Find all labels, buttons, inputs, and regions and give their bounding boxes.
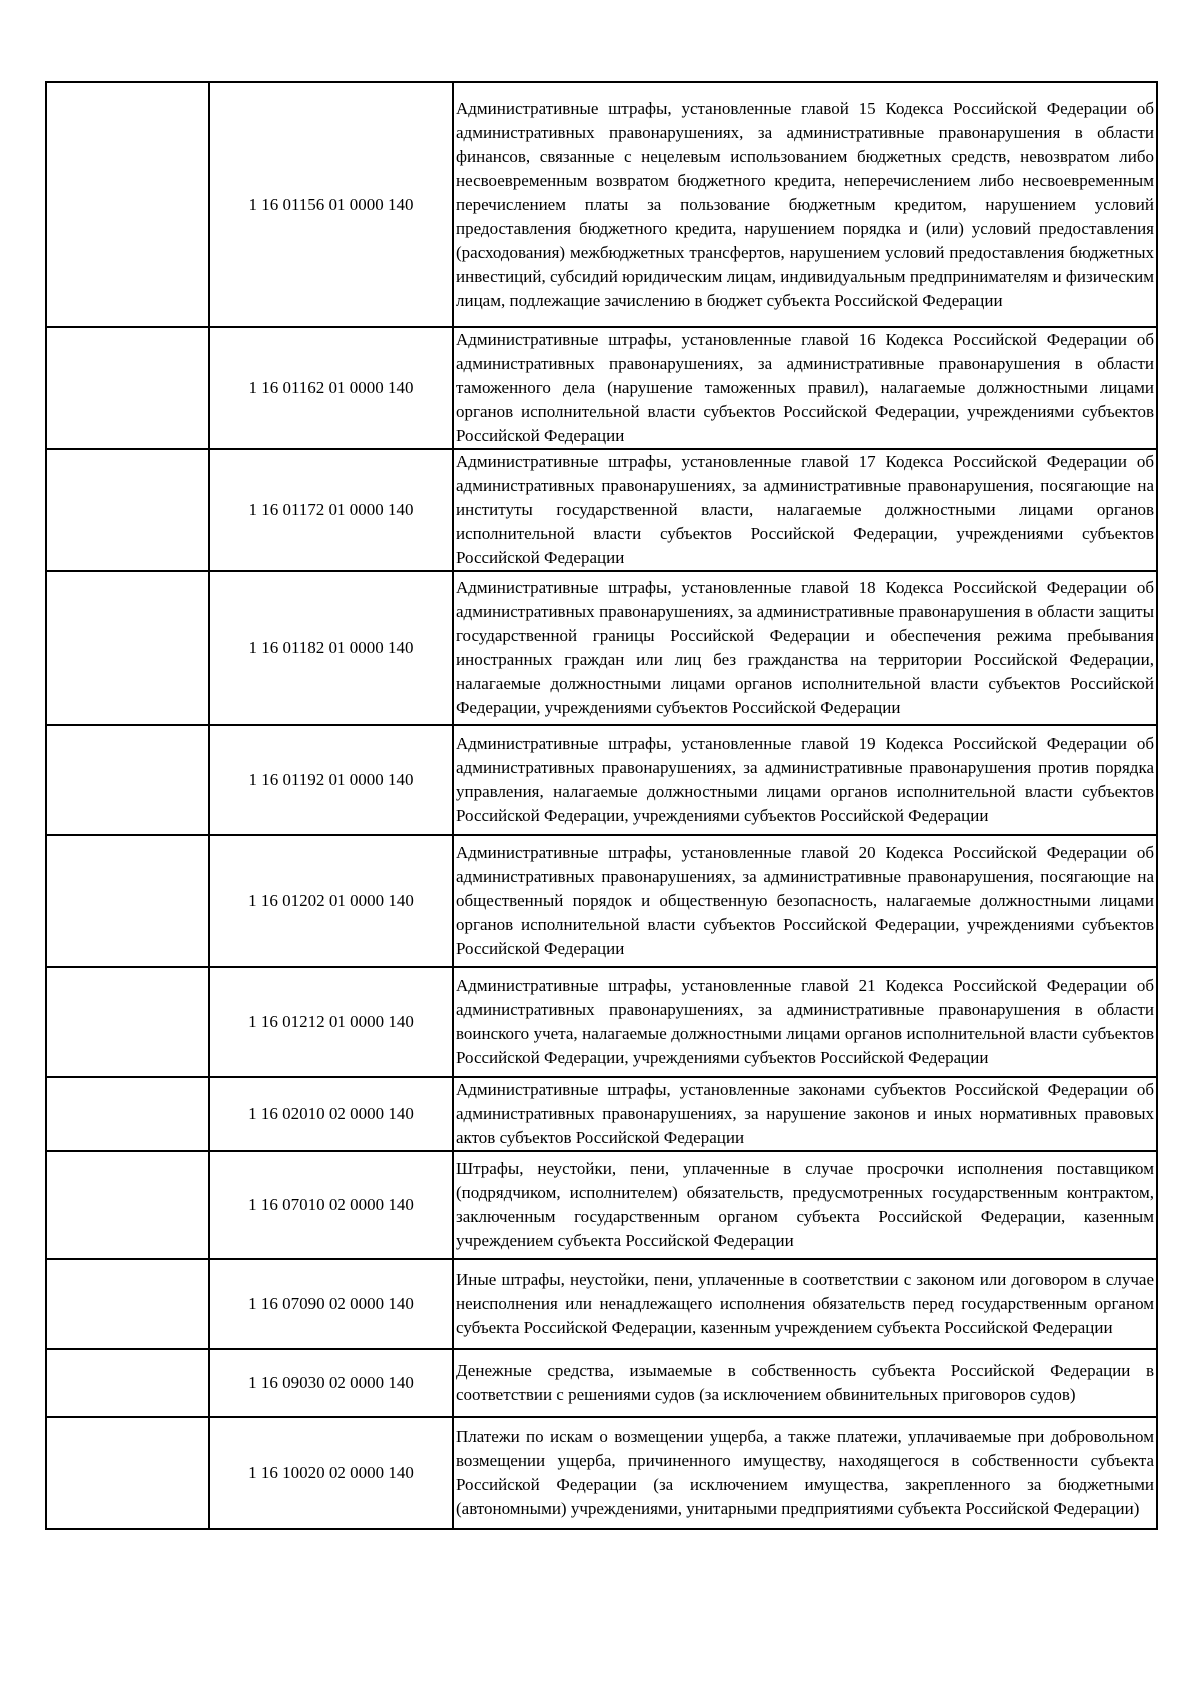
description-cell: Административные штрафы, установленные главой 20 Кодекса Российской Федерации об административных правонарушениях, за административные правонарушения, посягающие на общественный порядок и общественную безопасность, налагаемые должностными лицами органов исполнительной власти субъектов Российской Федерации, учреждениями субъектов Российской Федерации <box>453 835 1157 967</box>
budget-code-cell: 1 16 01182 01 0000 140 <box>209 571 453 725</box>
budget-code-cell: 1 16 07010 02 0000 140 <box>209 1151 453 1259</box>
description-cell: Платежи по искам о возмещении ущерба, а также платежи, уплачиваемые при добровольном возмещении ущерба, причиненного имуществу, находящегося в собственности субъекта Российской Федерации (за исключением имущества, закрепленного за бюджетными (автономными) учреждениями, унитарными предприятиями субъекта Российской Федерации) <box>453 1417 1157 1529</box>
budget-code-cell: 1 16 01156 01 0000 140 <box>209 82 453 327</box>
empty-cell <box>46 1151 209 1259</box>
empty-cell <box>46 967 209 1077</box>
budget-code-cell: 1 16 02010 02 0000 140 <box>209 1077 453 1151</box>
budget-code-cell: 1 16 01202 01 0000 140 <box>209 835 453 967</box>
empty-cell <box>46 449 209 571</box>
table-row <box>46 1417 1157 1529</box>
budget-code-cell: 1 16 10020 02 0000 140 <box>209 1417 453 1529</box>
budget-code-cell: 1 16 09030 02 0000 140 <box>209 1349 453 1417</box>
table-row <box>46 1259 1157 1349</box>
empty-cell <box>46 1349 209 1417</box>
empty-cell <box>46 1417 209 1529</box>
table-row <box>46 571 1157 725</box>
description-cell: Денежные средства, изымаемые в собственность субъекта Российской Федерации в соответствии с решениями судов (за исключением обвинительных приговоров судов) <box>453 1349 1157 1417</box>
budget-code-cell: 1 16 01162 01 0000 140 <box>209 327 453 449</box>
table-row <box>46 1349 1157 1417</box>
table-row <box>46 967 1157 1077</box>
empty-cell <box>46 82 209 327</box>
description-cell: Иные штрафы, неустойки, пени, уплаченные в соответствии с законом или договором в случае неисполнения или ненадлежащего исполнения обязательств перед государственным органом субъекта Российской Федерации, казенным учреждением субъекта Российской Федерации <box>453 1259 1157 1349</box>
table-row <box>46 835 1157 967</box>
table-row <box>46 725 1157 835</box>
table-row <box>46 82 1157 327</box>
empty-cell <box>46 835 209 967</box>
empty-cell <box>46 1077 209 1151</box>
table-row <box>46 449 1157 571</box>
empty-cell <box>46 327 209 449</box>
empty-cell <box>46 1259 209 1349</box>
empty-cell <box>46 725 209 835</box>
description-cell: Административные штрафы, установленные главой 17 Кодекса Российской Федерации об административных правонарушениях, за административные правонарушения, посягающие на институты государственной власти, налагаемые должностными лицами органов исполнительной власти субъектов Российской Федерации, учреждениями субъектов Российской Федерации <box>453 449 1157 571</box>
table-row <box>46 1151 1157 1259</box>
empty-cell <box>46 571 209 725</box>
budget-code-cell: 1 16 01212 01 0000 140 <box>209 967 453 1077</box>
budget-code-cell: 1 16 07090 02 0000 140 <box>209 1259 453 1349</box>
description-cell: Административные штрафы, установленные главой 19 Кодекса Российской Федерации об административных правонарушениях, за административные правонарушения против порядка управления, налагаемые должностными лицами органов исполнительной власти субъектов Российской Федерации, учреждениями субъектов Российской Федерации <box>453 725 1157 835</box>
description-cell: Административные штрафы, установленные главой 18 Кодекса Российской Федерации об административных правонарушениях, за административные правонарушения в области защиты государственной границы Российской Федерации и обеспечения режима пребывания иностранных граждан или лиц без гражданства на территории Российской Федерации, налагаемые должностными лицами органов исполнительной власти субъектов Российской Федерации, учреждениями субъектов Российской Федерации <box>453 571 1157 725</box>
budget-code-cell: 1 16 01192 01 0000 140 <box>209 725 453 835</box>
table-row <box>46 1077 1157 1151</box>
revenue-code-table <box>45 81 1158 1530</box>
description-cell: Административные штрафы, установленные главой 15 Кодекса Российской Федерации об административных правонарушениях, за административные правонарушения в области финансов, связанные с нецелевым использованием бюджетных средств, невозвратом либо несвоевременным возвратом бюджетного кредита, неперечислением либо несвоевременным перечислением платы за пользование бюджетным кредитом, нарушением условий предоставления бюджетного кредита, нарушением порядка и (или) условий предоставления (расходования) межбюджетных трансфертов, нарушением условий предоставления бюджетных инвестиций, субсидий юридическим лицам, индивидуальным предпринимателям и физическим лицам, подлежащие зачислению в бюджет субъекта Российской Федерации <box>453 82 1157 327</box>
description-cell: Штрафы, неустойки, пени, уплаченные в случае просрочки исполнения поставщиком (подрядчиком, исполнителем) обязательств, предусмотренных государственным контрактом, заключенным государственным органом субъекта Российской Федерации, казенным учреждением субъекта Российской Федерации <box>453 1151 1157 1259</box>
budget-code-cell: 1 16 01172 01 0000 140 <box>209 449 453 571</box>
description-cell: Административные штрафы, установленные главой 21 Кодекса Российской Федерации об административных правонарушениях, за административные правонарушения в области воинского учета, налагаемые должностными лицами органов исполнительной власти субъектов Российской Федерации, учреждениями субъектов Российской Федерации <box>453 967 1157 1077</box>
description-cell: Административные штрафы, установленные законами субъектов Российской Федерации об административных правонарушениях, за нарушение законов и иных нормативных правовых актов субъектов Российской Федерации <box>453 1077 1157 1151</box>
description-cell: Административные штрафы, установленные главой 16 Кодекса Российской Федерации об административных правонарушениях, за административные правонарушения в области таможенного дела (нарушение таможенных правил), налагаемые должностными лицами органов исполнительной власти субъектов Российской Федерации, учреждениями субъектов Российской Федерации <box>453 327 1157 449</box>
table-row <box>46 327 1157 449</box>
